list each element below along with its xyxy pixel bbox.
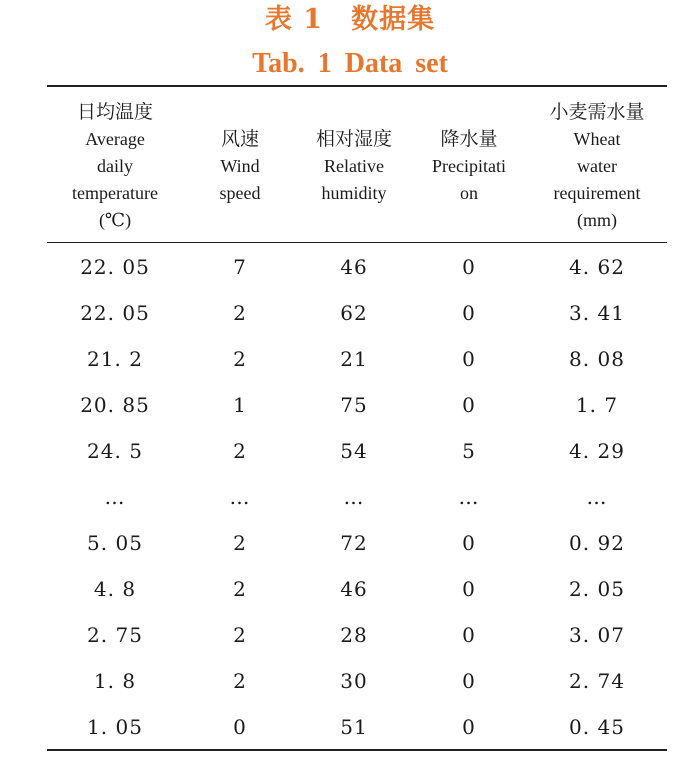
cell-wind-speed: 2 (233, 301, 247, 325)
header-line: (mm) (577, 210, 617, 230)
header-line: Wind (220, 156, 260, 176)
table-row (47, 336, 667, 382)
cell-water-requirement: … (586, 485, 608, 509)
column-header-humidity (297, 126, 411, 207)
table-row (47, 612, 667, 658)
cell-wind-speed: 2 (233, 623, 247, 647)
cell-humidity: 30 (340, 669, 368, 693)
table-title-cn: 表 1 数据集 (264, 4, 436, 35)
cell-humidity: 51 (340, 715, 368, 739)
cell-humidity: … (343, 485, 365, 509)
cell-precipitation: 0 (462, 255, 476, 279)
table-row (47, 566, 667, 612)
table-row (47, 382, 667, 428)
cell-temperature: 24. 5 (87, 439, 143, 463)
header-line: 小麦需水量 (549, 101, 645, 123)
cell-precipitation: 0 (462, 301, 476, 325)
cell-wind-speed: 2 (233, 347, 247, 371)
cell-precipitation: 0 (462, 623, 476, 647)
cell-water-requirement: 3. 41 (569, 301, 625, 325)
table-row (47, 428, 667, 474)
table-row (47, 290, 667, 336)
cell-humidity: 28 (340, 623, 368, 647)
cell-precipitation: 0 (462, 577, 476, 601)
header-line: temperature (72, 183, 158, 203)
cell-water-requirement: 1. 7 (575, 393, 619, 417)
cell-temperature: 1. 8 (93, 669, 137, 693)
cell-wind-speed: 7 (233, 255, 247, 279)
cell-precipitation: 0 (462, 715, 476, 739)
column-header-precipitation (411, 126, 527, 207)
cell-wind-speed: … (229, 485, 251, 509)
table-row (47, 658, 667, 704)
header-line: water (577, 156, 617, 176)
cell-water-requirement: 4. 29 (569, 439, 625, 463)
cell-water-requirement: 2. 05 (569, 577, 625, 601)
cell-precipitation: 0 (462, 669, 476, 693)
cell-temperature: 20. 85 (80, 393, 150, 417)
header-line: 降水量 (440, 128, 498, 150)
column-header-wind-speed (183, 126, 297, 207)
header-rule (47, 242, 667, 243)
cell-humidity: 54 (340, 439, 368, 463)
cell-humidity: 75 (340, 393, 368, 417)
header-line: Wheat (573, 129, 621, 149)
cell-wind-speed: 2 (233, 669, 247, 693)
header-line: 风速 (220, 128, 259, 150)
header-line: humidity (321, 183, 387, 203)
table-body (47, 244, 667, 750)
table-row (47, 244, 667, 290)
cell-temperature: 22. 05 (80, 301, 150, 325)
header-line: Average (85, 129, 145, 149)
cell-precipitation: … (458, 485, 480, 509)
cell-humidity: 46 (340, 577, 368, 601)
cell-temperature: 5. 05 (87, 531, 143, 555)
cell-temperature: 1. 05 (87, 715, 143, 739)
cell-wind-speed: 2 (233, 439, 247, 463)
column-header-water-requirement (527, 99, 667, 234)
cell-humidity: 72 (340, 531, 368, 555)
table-header (47, 87, 667, 242)
cell-temperature: 21. 2 (87, 347, 143, 371)
cell-wind-speed: 2 (233, 531, 247, 555)
cell-humidity: 62 (340, 301, 368, 325)
cell-water-requirement: 0. 92 (569, 531, 625, 555)
cell-precipitation: 0 (462, 531, 476, 555)
cell-wind-speed: 0 (233, 715, 247, 739)
table-row (47, 520, 667, 566)
table-title-en: Tab. 1 Data set (252, 48, 448, 79)
header-line: on (460, 183, 478, 203)
header-line: requirement (553, 183, 641, 203)
cell-precipitation: 0 (462, 393, 476, 417)
cell-precipitation: 5 (462, 439, 476, 463)
header-line: Precipitati (432, 156, 506, 176)
cell-water-requirement: 0. 45 (569, 715, 625, 739)
cell-temperature: 22. 05 (80, 255, 150, 279)
header-line: 日均温度 (76, 101, 153, 123)
cell-water-requirement: 4. 62 (569, 255, 625, 279)
cell-temperature: 4. 8 (93, 577, 137, 601)
cell-humidity: 21 (340, 347, 368, 371)
header-line: speed (219, 183, 261, 203)
header-line: (℃) (98, 210, 132, 230)
cell-water-requirement: 8. 08 (569, 347, 625, 371)
header-line: daily (97, 156, 133, 176)
cell-humidity: 46 (340, 255, 368, 279)
column-header-temperature (47, 99, 183, 234)
table-row (47, 704, 667, 750)
header-line: 相对湿度 (315, 128, 392, 150)
cell-precipitation: 0 (462, 347, 476, 371)
cell-temperature: … (104, 485, 126, 509)
table-row-ellipsis (47, 474, 667, 520)
header-line: Relative (324, 156, 384, 176)
cell-water-requirement: 3. 07 (569, 623, 625, 647)
cell-wind-speed: 1 (233, 393, 247, 417)
cell-wind-speed: 2 (233, 577, 247, 601)
cell-temperature: 2. 75 (87, 623, 143, 647)
cell-water-requirement: 2. 74 (569, 669, 625, 693)
